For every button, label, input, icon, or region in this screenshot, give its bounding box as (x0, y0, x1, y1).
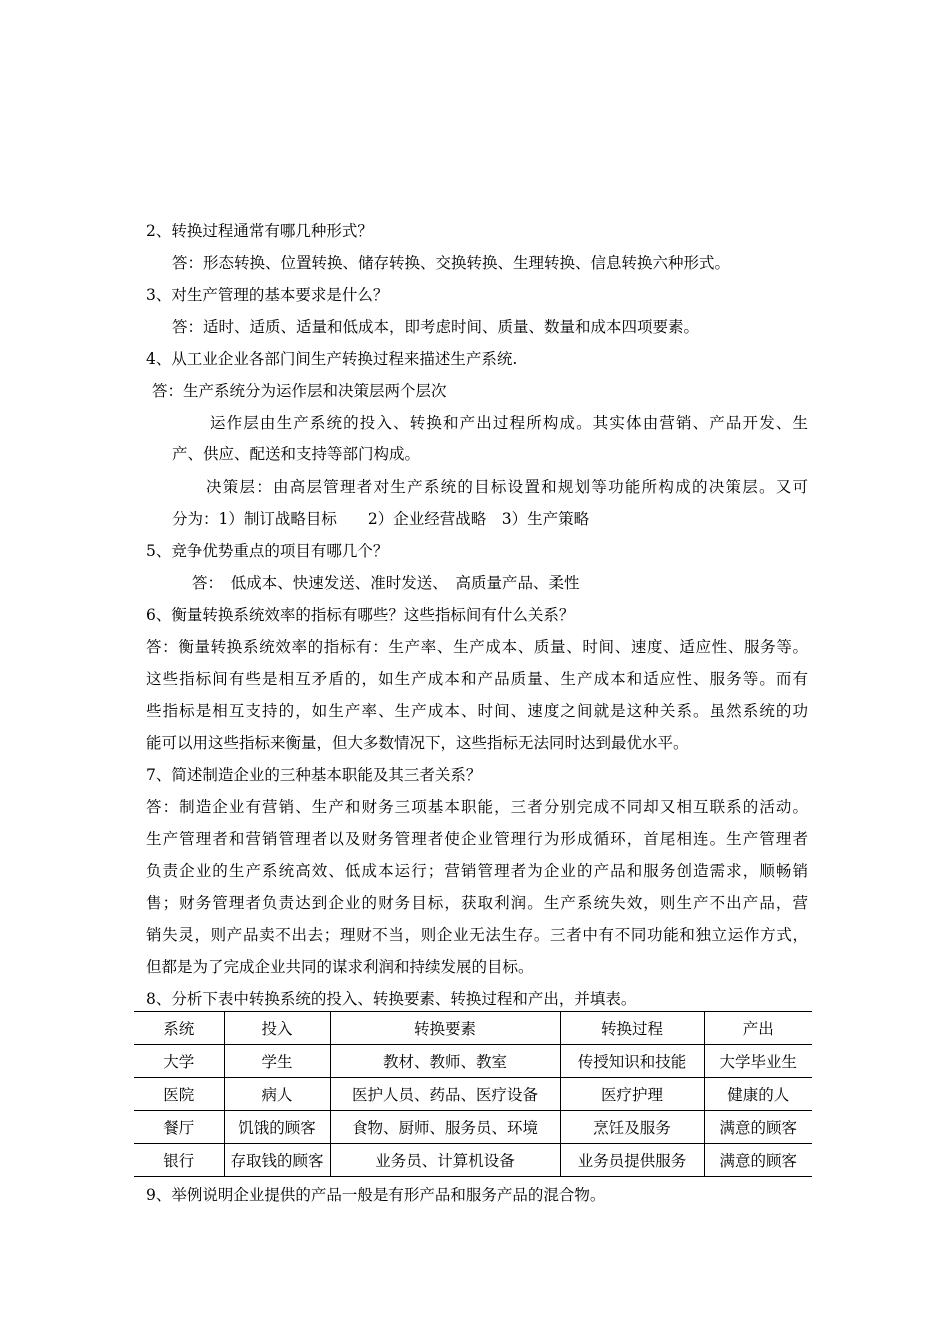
table-cell: 食物、厨师、服务员、环境 (330, 1111, 560, 1144)
answer-7-line-6: 但都是为了完成企业共同的谋求利润和持续发展的目标。 (146, 958, 534, 976)
answer-4-operations-line-2: 产、供应、配送和支持等部门构成。 (172, 445, 421, 463)
table-cell: 大学 (134, 1045, 224, 1078)
table-row (134, 1078, 812, 1111)
table-row (134, 1111, 812, 1144)
answer-7-line-2: 生产管理者和营销管理者以及财务管理者使企业管理行为形成循环，首尾相连。生产管理者 (146, 830, 808, 848)
table-cell: 烹饪及服务 (560, 1111, 704, 1144)
table-cell: 满意的顾客 (704, 1111, 812, 1144)
table-cell: 传授知识和技能 (560, 1045, 704, 1078)
table-cell: 存取钱的顾客 (224, 1144, 330, 1177)
table-header-row (134, 1012, 812, 1045)
answer-7-line-5: 销失灵，则产品卖不出去；理财不当，则企业无法生存。三者中有不同功能和独立运作方式， (146, 926, 808, 944)
table-cell: 医院 (134, 1078, 224, 1111)
table-header-cell: 产出 (704, 1012, 812, 1045)
table-cell: 满意的顾客 (704, 1144, 812, 1177)
answer-4-intro: 答：生产系统分为运作层和决策层两个层次 (152, 382, 447, 400)
table-cell: 教材、教师、教室 (330, 1045, 560, 1078)
question-5: 5、竞争优势重点的项目有哪几个？ (146, 542, 389, 560)
table-cell: 医护人员、药品、医疗设备 (330, 1078, 560, 1111)
table-header-cell: 转换过程 (560, 1012, 704, 1045)
answer-6-line-3: 些指标是相互支持的，如生产率、生产成本、时间、速度之间就是这种关系。虽然系统的功 (146, 702, 808, 720)
answer-2: 答：形态转换、位置转换、储存转换、交换转换、生理转换、信息转换六种形式。 (172, 254, 731, 272)
table-cell: 饥饿的顾客 (224, 1111, 330, 1144)
question-4: 4、从工业企业各部门间生产转换过程来描述生产系统. (146, 350, 518, 368)
table-cell: 业务员提供服务 (560, 1144, 704, 1177)
answer-7-line-3: 负责企业的生产系统高效、低成本运行；营销管理者为企业的产品和服务创造需求，顺畅销 (146, 862, 808, 880)
question-6: 6、衡量转换系统效率的指标有哪些？这些指标间有什么关系？ (146, 606, 575, 624)
question-9: 9、举例说明企业提供的产品一般是有形产品和服务产品的混合物。 (146, 1186, 606, 1204)
table-cell: 学生 (224, 1045, 330, 1078)
question-7: 7、简述制造企业的三种基本职能及其三者关系？ (146, 766, 482, 784)
table-cell: 病人 (224, 1078, 330, 1111)
answer-6-line-4: 能可以用这些指标来衡量，但大多数情况下，这些指标无法同时达到最优水平。 (146, 734, 689, 752)
table-header-cell: 转换要素 (330, 1012, 560, 1045)
answer-6-line-1: 答：衡量转换系统效率的指标有：生产率、生产成本、质量、时间、速度、适应性、服务等。 (146, 638, 808, 656)
table-cell: 业务员、计算机设备 (330, 1144, 560, 1177)
table-cell: 医疗护理 (560, 1078, 704, 1111)
answer-6-line-2: 这些指标间有些是相互矛盾的，如生产成本和产品质量、生产成本和适应性、服务等。而有 (146, 670, 808, 688)
table-cell: 银行 (134, 1144, 224, 1177)
table-cell: 健康的人 (704, 1078, 812, 1111)
transformation-system-table (134, 1011, 812, 1177)
table-header-cell: 系统 (134, 1012, 224, 1045)
answer-4-operations-line-1: 运作层由生产系统的投入、转换和产出过程所构成。其实体由营销、产品开发、生 (210, 414, 808, 432)
answer-7-line-1: 答：制造企业有营销、生产和财务三项基本职能，三者分别完成不同却又相互联系的活动。 (146, 798, 808, 816)
table-cell: 大学毕业生 (704, 1045, 812, 1078)
table-row (134, 1045, 812, 1078)
answer-7-line-4: 售；财务管理者负责达到企业的财务目标，获取利润。生产系统失效，则生产不出产品，营 (146, 894, 808, 912)
question-2: 2、转换过程通常有哪几种形式？ (146, 222, 373, 240)
question-8: 8、分析下表中转换系统的投入、转换要素、转换过程和产出，并填表。 (146, 990, 637, 1008)
table-cell: 餐厅 (134, 1111, 224, 1144)
answer-5: 答： 低成本、快速发送、准时发送、 高质量产品、柔性 (192, 574, 580, 592)
answer-4-decision-line-1: 决策层：由高层管理者对生产系统的目标设置和规划等功能所构成的决策层。又可 (206, 478, 808, 496)
answer-3: 答：适时、适质、适量和低成本，即考虑时间、质量、数量和成本四项要素。 (172, 318, 700, 336)
table-header-cell: 投入 (224, 1012, 330, 1045)
answer-4-decision-line-2: 分为：1）制订战略目标 2）企业经营战略 3）生产策略 (172, 510, 590, 528)
table-row (134, 1144, 812, 1177)
question-3: 3、对生产管理的基本要求是什么？ (146, 286, 389, 304)
